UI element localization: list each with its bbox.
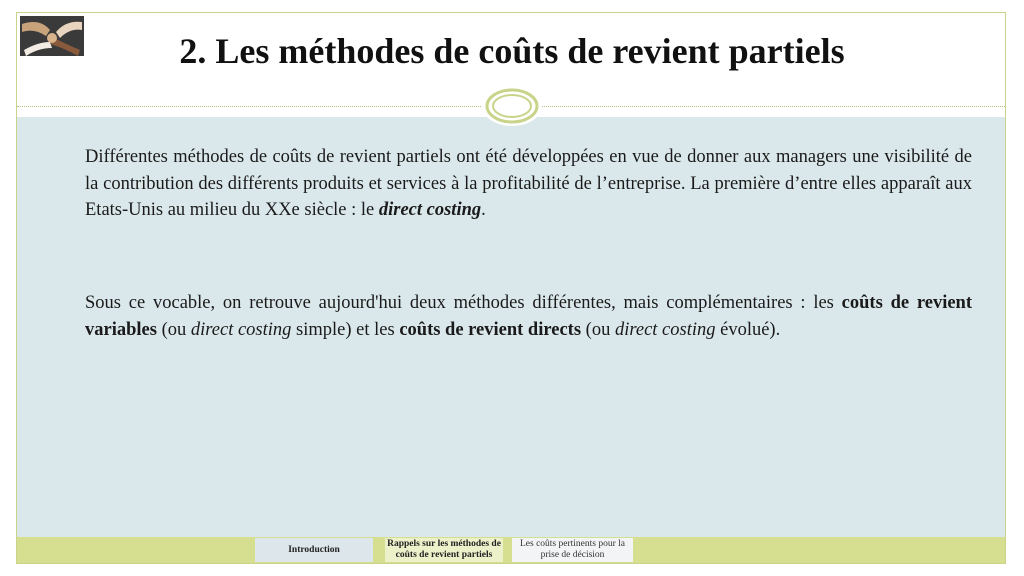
nav-introduction-button[interactable] <box>255 538 373 562</box>
nav-couts-pertinents-label: Les coûts pertinents pour la prise de décision <box>519 539 625 560</box>
paragraph-intro <box>85 144 972 224</box>
paragraph-methods-text: (ou <box>581 319 615 340</box>
paragraph-intro-text: Différentes méthodes de coûts de revient partiels ont été développées en vue de donner aux managers une visibilité de la contribution des différents produits et services à la profitabilité de l’entreprise. La première d’entre elles apparaît aux Etats-Unis au milieu du XXe siècle : le <box>85 147 972 220</box>
paragraph-methods <box>85 290 972 343</box>
nav-rappels-label: Rappels sur les méthodes de coûts de revient partiels <box>387 539 501 560</box>
nav-rappels-button[interactable] <box>385 538 503 562</box>
paragraph-methods-text: (ou <box>156 319 191 340</box>
direct-costs-term: coûts de revient directs <box>399 319 582 340</box>
paragraph-methods-text: évolué). <box>715 319 781 340</box>
direct-costing-term: direct costing <box>614 319 716 340</box>
direct-costing-emphasis: direct costing <box>378 200 482 220</box>
nav-couts-pertinents-button[interactable] <box>512 538 633 562</box>
paragraph-methods-text: Sous ce vocable, on retrouve aujourd'hui deux méthodes différentes, mais complémentaires : les <box>85 293 842 313</box>
footer-bar <box>17 537 1005 563</box>
page-title: 2. Les méthodes de coûts de revient partiels <box>179 31 845 71</box>
direct-costing-term: direct costing <box>190 319 292 340</box>
paragraph-methods-text: simple) et les <box>291 319 400 340</box>
double-ring-ornament-icon <box>480 84 544 128</box>
paragraph-intro-end: . <box>481 200 486 220</box>
variable-costs-term: coûts de revient variables <box>85 293 972 340</box>
nav-introduction-label: Introduction <box>288 544 340 555</box>
